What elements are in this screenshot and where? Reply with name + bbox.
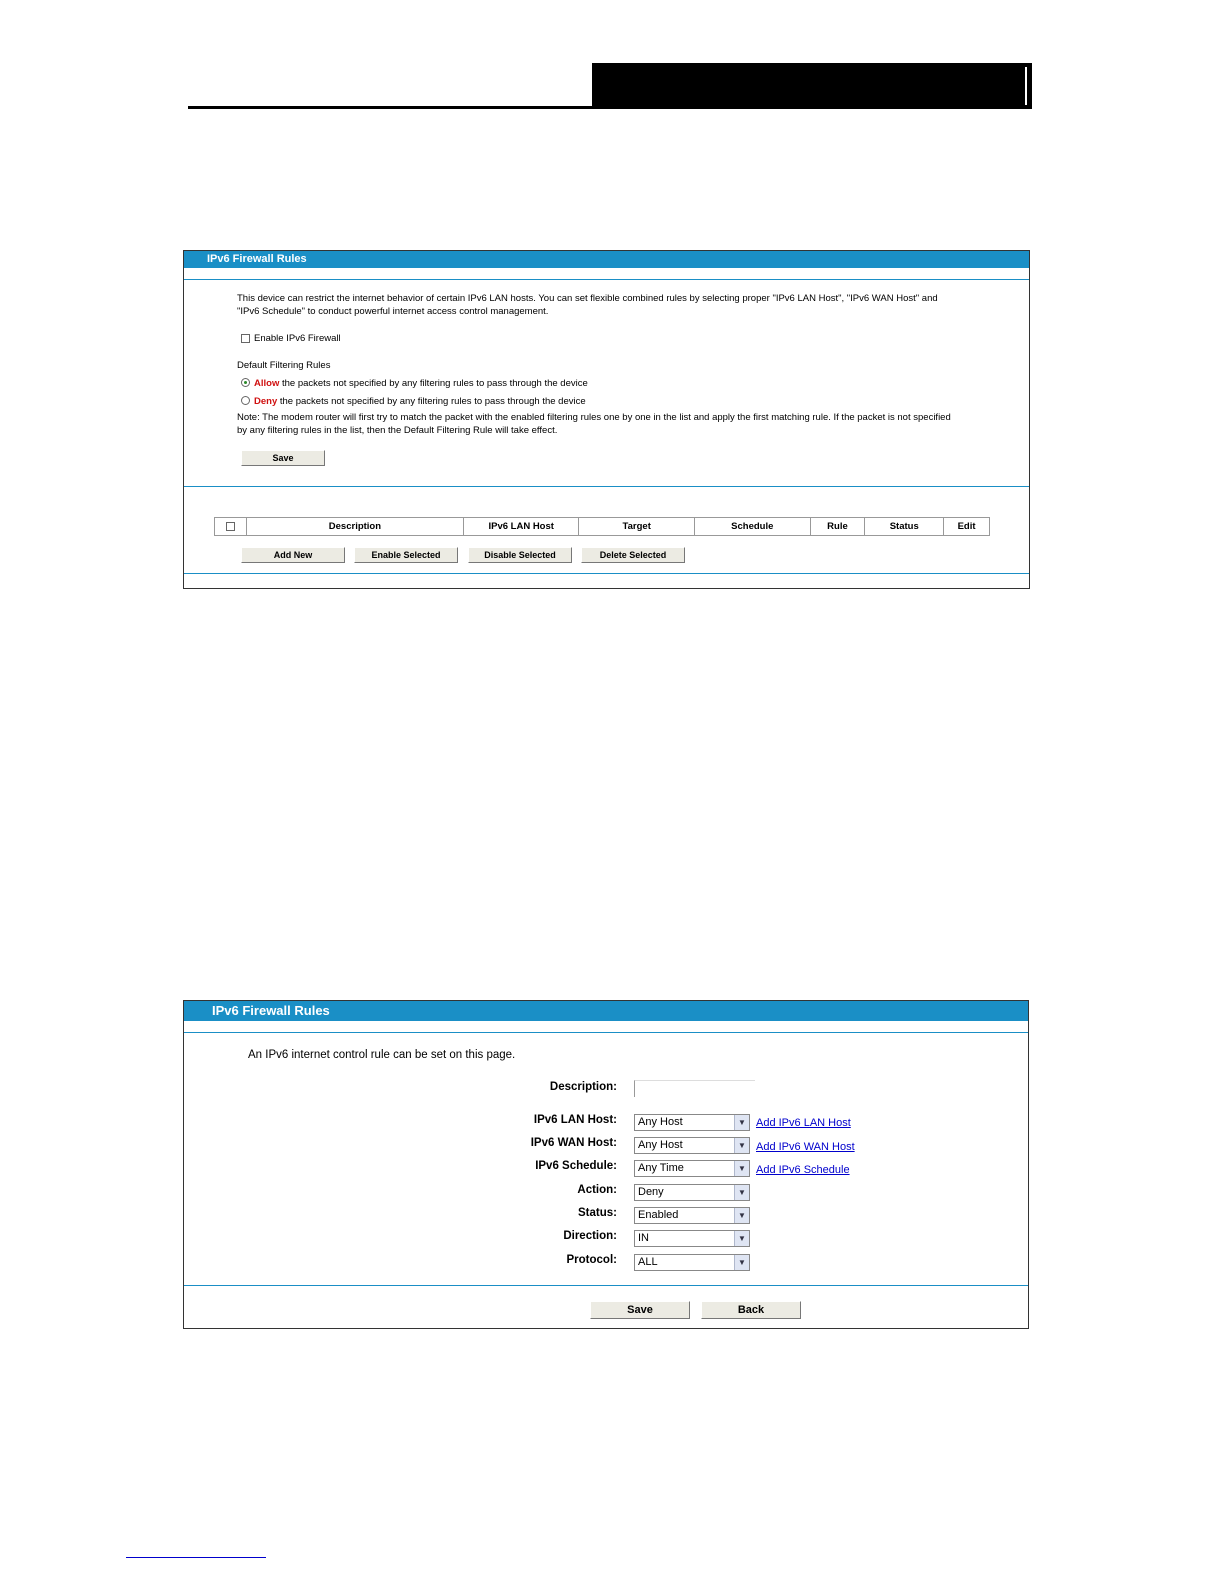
protocol-label: Protocol: (566, 1254, 617, 1266)
back-button[interactable]: Back (701, 1301, 801, 1319)
firewall-rule-edit-panel (183, 1000, 1029, 1329)
col-status: Status (865, 518, 944, 536)
schedule-label: IPv6 Schedule: (535, 1160, 617, 1172)
enable-firewall-label: Enable IPv6 Firewall (254, 333, 341, 344)
panel-title: IPv6 Firewall Rules (184, 1001, 1028, 1021)
disable-selected-button[interactable]: Disable Selected (468, 547, 572, 563)
deny-word: Deny (254, 396, 278, 407)
chevron-down-icon: ▼ (734, 1185, 749, 1200)
footer-link-underline (126, 1557, 266, 1558)
chevron-down-icon: ▼ (734, 1255, 749, 1270)
wan-host-select[interactable] (634, 1137, 750, 1154)
protocol-value: ALL (638, 1256, 658, 1268)
deny-radio[interactable] (241, 396, 250, 405)
save-button[interactable]: Save (590, 1301, 690, 1319)
protocol-select[interactable] (634, 1254, 750, 1271)
lan-host-select[interactable] (634, 1114, 750, 1131)
add-new-button[interactable]: Add New (241, 547, 345, 563)
chevron-down-icon: ▼ (734, 1208, 749, 1223)
add-lan-host-link[interactable]: Add IPv6 LAN Host (756, 1117, 851, 1129)
direction-select[interactable] (634, 1230, 750, 1247)
direction-label: Direction: (563, 1230, 617, 1242)
enable-firewall-checkbox[interactable] (241, 334, 250, 343)
schedule-value: Any Time (638, 1162, 684, 1174)
enable-selected-button[interactable]: Enable Selected (354, 547, 458, 563)
select-all-cell (215, 518, 247, 536)
direction-value: IN (638, 1232, 649, 1244)
col-lan-host: IPv6 LAN Host (463, 518, 578, 536)
select-all-checkbox[interactable] (226, 522, 235, 531)
lan-host-label: IPv6 LAN Host: (533, 1114, 617, 1126)
allow-option-text (254, 378, 588, 389)
divider (184, 1285, 1028, 1286)
description-input[interactable] (634, 1080, 755, 1097)
deny-option-text (254, 396, 586, 407)
header-rule (188, 106, 592, 109)
add-wan-host-link[interactable]: Add IPv6 WAN Host (756, 1141, 855, 1153)
allow-word: Allow (254, 378, 280, 389)
delete-selected-button[interactable]: Delete Selected (581, 547, 685, 563)
allow-radio[interactable] (241, 378, 250, 387)
chevron-down-icon: ▼ (734, 1161, 749, 1176)
intro-text: An IPv6 internet control rule can be set on this page. (248, 1049, 516, 1061)
divider (184, 573, 1029, 574)
col-edit: Edit (944, 518, 990, 536)
chevron-down-icon: ▼ (734, 1138, 749, 1153)
firewall-rules-list-panel (183, 250, 1030, 589)
schedule-select[interactable] (634, 1160, 750, 1177)
col-target: Target (579, 518, 695, 536)
wan-host-value: Any Host (638, 1139, 683, 1151)
panel-title: IPv6 Firewall Rules (184, 251, 1029, 268)
description-label: Description: (549, 1081, 617, 1093)
action-label: Action: (577, 1184, 617, 1196)
col-schedule: Schedule (694, 518, 810, 536)
save-button[interactable]: Save (241, 450, 325, 466)
intro-text: This device can restrict the internet behavior of certain IPv6 LAN hosts. You can set flexible combined rules by selecting proper "IPv6 LAN Host", "IPv6 WAN Host" and (237, 293, 938, 304)
note-text-2: by any filtering rules in the list, then the Default Filtering Rule will take effect. (237, 425, 558, 436)
wan-host-label: IPv6 WAN Host: (530, 1137, 617, 1149)
col-description: Description (246, 518, 463, 536)
action-select[interactable] (634, 1184, 750, 1201)
status-value: Enabled (638, 1209, 679, 1221)
add-schedule-link[interactable]: Add IPv6 Schedule (756, 1164, 850, 1176)
divider (184, 279, 1029, 280)
chevron-down-icon: ▼ (734, 1115, 749, 1130)
table-header-row (215, 518, 990, 536)
chevron-down-icon: ▼ (734, 1231, 749, 1246)
default-rules-heading: Default Filtering Rules (237, 360, 331, 371)
intro-text-2: "IPv6 Schedule" to conduct powerful internet access control management. (237, 306, 549, 317)
rules-table (214, 517, 990, 536)
header-black-bar (592, 63, 1032, 109)
allow-rest: the packets not specified by any filtering rules to pass through the device (279, 378, 588, 389)
status-select[interactable] (634, 1207, 750, 1224)
status-label: Status: (578, 1207, 617, 1219)
lan-host-value: Any Host (638, 1116, 683, 1128)
note-text: Note: The modem router will first try to match the packet with the enabled filtering rules one by one in the list and apply the first matching rule. If the packet is not specified (237, 412, 951, 423)
action-value: Deny (638, 1186, 664, 1198)
col-rule: Rule (810, 518, 865, 536)
deny-rest: the packets not specified by any filtering rules to pass through the device (277, 396, 586, 407)
divider (184, 486, 1029, 487)
divider (184, 1032, 1028, 1033)
